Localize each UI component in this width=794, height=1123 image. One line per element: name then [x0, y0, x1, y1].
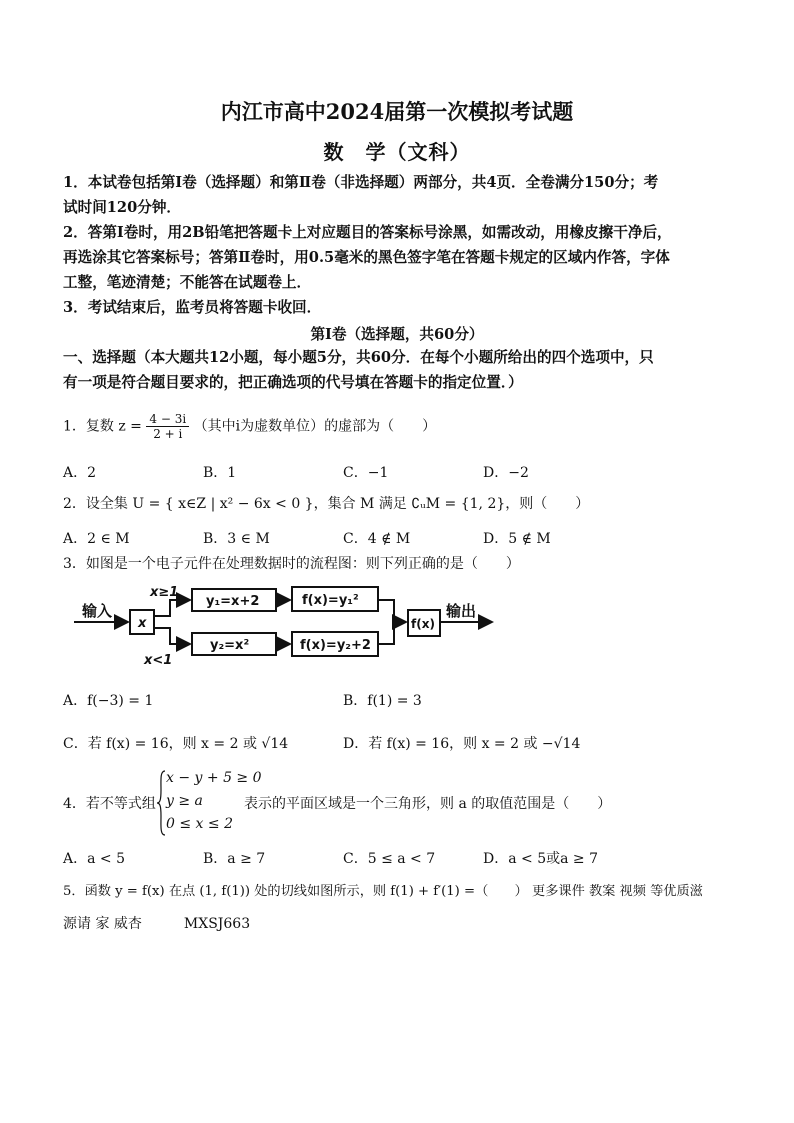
question-1-suffix: （其中i为虚数单位）的虚部为（ ）	[193, 418, 437, 435]
flow-cond-bottom: x<1	[144, 653, 173, 668]
flow-y1: y₁=x+2	[206, 594, 260, 609]
option-a: A．f(−3) = 1	[63, 693, 154, 709]
option-c: C．5 ≤ a < 7	[343, 851, 436, 867]
option-d: D．a < 5或a ≥ 7	[483, 851, 598, 867]
question-1	[63, 412, 436, 441]
question-5	[63, 880, 703, 899]
flow-y2: y₂=x²	[210, 638, 250, 653]
flow-f2: f(x)=y₂+2	[300, 638, 371, 653]
question-4-suffix: 表示的平面区域是一个三角形，则 a 的取值范围是（ ）	[244, 796, 612, 812]
watermark-line: 源请 家 威杏 MXSJ663	[63, 916, 251, 932]
section-instruction: 一、选择题（本大题共12小题，每小题5分，共60分．在每个小题所给出的四个选项中，只	[63, 349, 654, 366]
question-4-prefix: 4．若不等式组	[63, 796, 156, 812]
flow-input-label: 输入	[82, 602, 113, 620]
exam-subject: 数 学（文科）	[323, 140, 471, 164]
left-brace-icon	[156, 770, 166, 836]
option-c: C．−1	[343, 465, 389, 481]
flow-fx: f(x)	[411, 617, 435, 631]
note-line: 再选涂其它答案标号；答第Ⅱ卷时，用0.5毫米的黑色签字笔在答题卡规定的区域内作答，字体	[63, 249, 670, 266]
fraction-denominator: 2 + i	[153, 427, 183, 441]
exam-title: 内江市高中2024届第一次模拟考试题	[220, 99, 574, 124]
inequality-2: y ≥ a	[166, 793, 203, 809]
question-2: 2．设全集 U = { x∈Z | x² − 6x < 0 }，集合 M 满足 ∁ᵤM = {1, 2}，则（ ）	[63, 496, 590, 512]
option-b: B．a ≥ 7	[203, 851, 266, 867]
option-c: C．若 f(x) = 16，则 x = 2 或 √14	[63, 736, 289, 752]
note-line: 1．本试卷包括第Ⅰ卷（选择题）和第Ⅱ卷（非选择题）两部分，共4页．全卷满分150分；考	[63, 174, 659, 191]
fraction-numerator: 4 − 3i	[146, 412, 189, 427]
option-b: B．f(1) = 3	[343, 693, 422, 709]
fraction	[146, 412, 189, 441]
question-1-prefix: 1．复数 z =	[63, 418, 142, 435]
flow-f1: f(x)=y₁²	[302, 593, 359, 608]
inequality-3: 0 ≤ x ≤ 2	[166, 816, 233, 832]
note-line: 工整，笔迹清楚；不能答在试题卷上．	[63, 274, 312, 291]
question-5-text: 5．函数 y = f(x) 在点 (1, f(1)) 处的切线如图所示，则 f(1) + f′(1) =（ ）	[63, 884, 528, 899]
option-a: A．2 ∈ M	[63, 531, 130, 547]
option-d: D．5 ∉ M	[483, 531, 551, 547]
option-d: D．若 f(x) = 16，则 x = 2 或 −√14	[343, 736, 581, 752]
option-a: A．a < 5	[63, 851, 125, 867]
option-b: B．3 ∈ M	[203, 531, 270, 547]
section-instruction: 有一项是符合题目要求的，把正确选项的代号填在答题卡的指定位置．）	[63, 374, 523, 391]
flow-x-label: x	[138, 616, 147, 631]
option-b: B．1	[203, 465, 237, 481]
question-3: 3．如图是一个电子元件在处理数据时的流程图：则下列正确的是（ ）	[63, 556, 520, 572]
flow-cond-top: x≥1	[150, 585, 179, 600]
option-a: A．2	[63, 465, 97, 481]
option-d: D．−2	[483, 465, 529, 481]
watermark-text: 更多课件 教案 视频 等优质滋	[532, 884, 703, 899]
section-title: 第Ⅰ卷（选择题，共60分）	[310, 326, 484, 343]
option-c: C．4 ∉ M	[343, 531, 411, 547]
note-line: 3．考试结束后，监考员将答题卡收回．	[63, 299, 322, 316]
inequality-1: x − y + 5 ≥ 0	[166, 770, 262, 786]
flowchart	[60, 580, 500, 670]
note-line: 试时间120分钟．	[63, 199, 182, 216]
flow-output-label: 输出	[446, 602, 477, 620]
note-line: 2．答第Ⅰ卷时，用2B铅笔把答题卡上对应题目的答案标号涂黑，如需改动，用橡皮擦干净后，	[63, 224, 672, 241]
